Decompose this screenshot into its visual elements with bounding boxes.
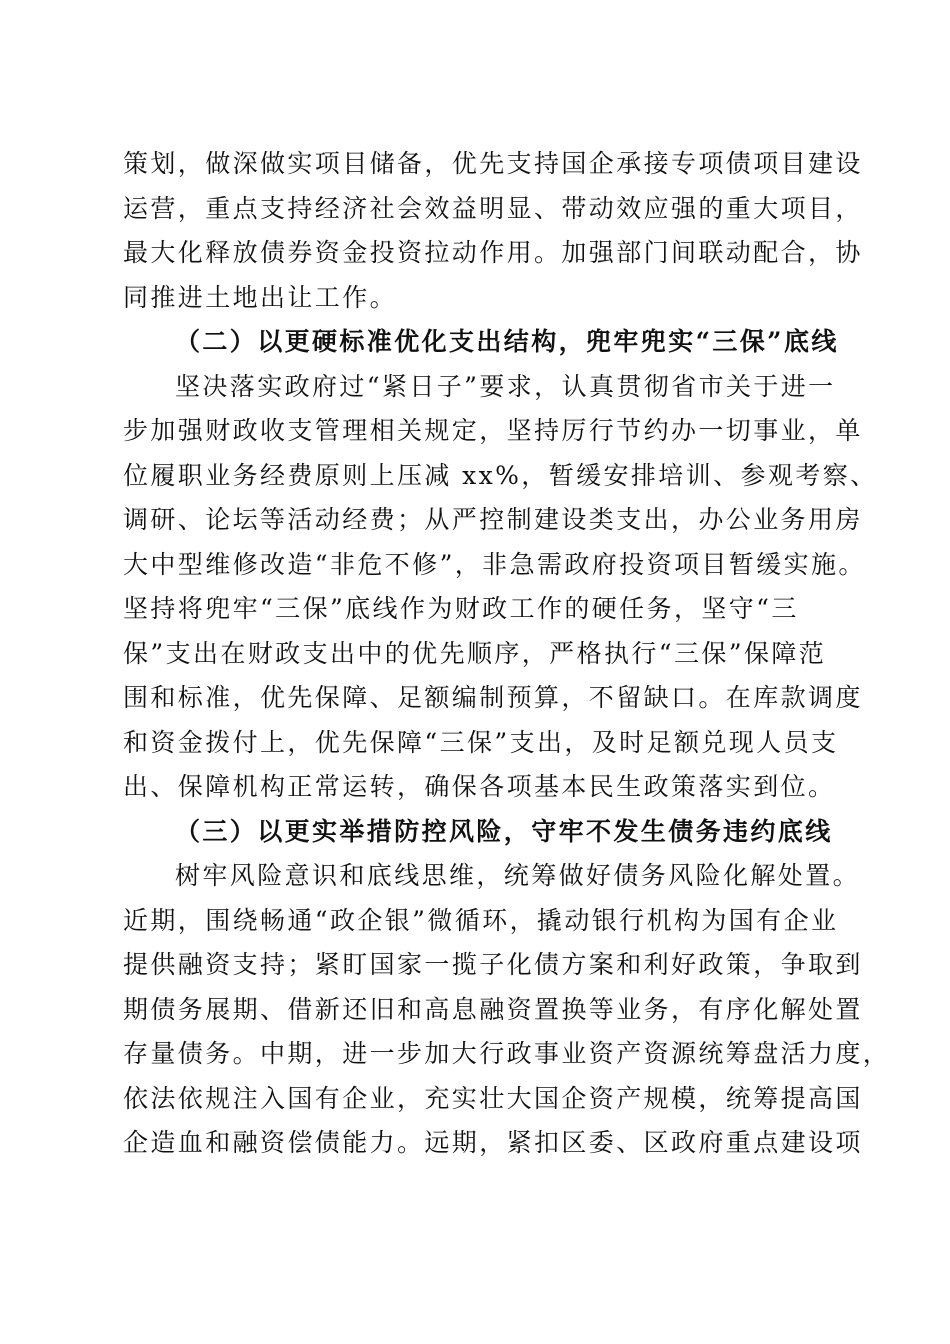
paragraph-first-line: 坚决落实政府过“紧日子”要求，认真贯彻省市关于进一 xyxy=(175,371,836,401)
body-text-line: 同推进土地出让工作。 xyxy=(123,282,398,312)
body-text-line: 和资金拨付上，优先保障“三保”支出，及时足额兑现人员支 xyxy=(123,727,839,757)
body-text-line: 围和标准，优先保障、足额编制预算，不留缺口。在库款调度 xyxy=(123,683,863,712)
body-text-line: 存量债务。中期，进一步加大行政事业资产资源统筹盘活力度， xyxy=(123,1039,891,1068)
body-text-line: 步加强财政收支管理相关规定，坚持厉行节约办一切事业，单 xyxy=(123,416,863,445)
body-text-line: 企造血和融资偿债能力。远期，紧扣区委、区政府重点建设项 xyxy=(123,1128,863,1157)
section-heading-3: （三）以更实举措防控风险，守牢不发生债务违约底线 xyxy=(175,816,833,846)
section-heading-2: （二）以更硬标准优化支出结构，兜牢兜实“三保”底线 xyxy=(175,327,839,356)
body-text-line: 提供融资支持；紧盯国家一揽子化债方案和利好政策，争取到 xyxy=(123,950,863,979)
document-body xyxy=(123,142,891,1166)
paragraph-first-line: 树牢风险意识和底线思维，统筹做好债务风险化解处置。 xyxy=(175,861,861,890)
body-text-line: 调研、论坛等活动经费；从严控制建设类支出，办公业务用房 xyxy=(123,505,863,534)
body-text-line: 保”支出在财政支出中的优先顺序，严格执行“三保”保障范 xyxy=(123,638,827,668)
body-text-line: 依法依规注入国有企业，充实壮大国企资产规模，统筹提高国 xyxy=(123,1083,863,1113)
body-text-line: 近期，围绕畅通“政企银”微循环，撬动银行机构为国有企业 xyxy=(123,905,839,935)
body-text-line: 最大化释放债券资金投资拉动作用。加强部门间联动配合，协 xyxy=(123,238,863,267)
body-text-line: 策划，做深做实项目储备，优先支持国企承接专项债项目建设 xyxy=(123,149,863,178)
body-text-line: 出、保障机构正常运转，确保各项基本民生政策落实到位。 xyxy=(123,772,836,801)
body-text-line: 大中型维修改造“非危不修”，非急需政府投资项目暂缓实施。 xyxy=(123,549,866,579)
body-text-line: 运营，重点支持经济社会效益明显、带动效应强的重大项目， xyxy=(123,193,863,223)
body-text-line: 位履职业务经费原则上压减 xx%，暂缓安排培训、参观考察、 xyxy=(123,460,878,490)
body-text-line: 期债务展期、借新还旧和高息融资置换等业务，有序化解处置 xyxy=(123,994,863,1024)
body-text-line: 坚持将兜牢“三保”底线作为财政工作的硬任务，坚守“三 xyxy=(123,594,799,623)
